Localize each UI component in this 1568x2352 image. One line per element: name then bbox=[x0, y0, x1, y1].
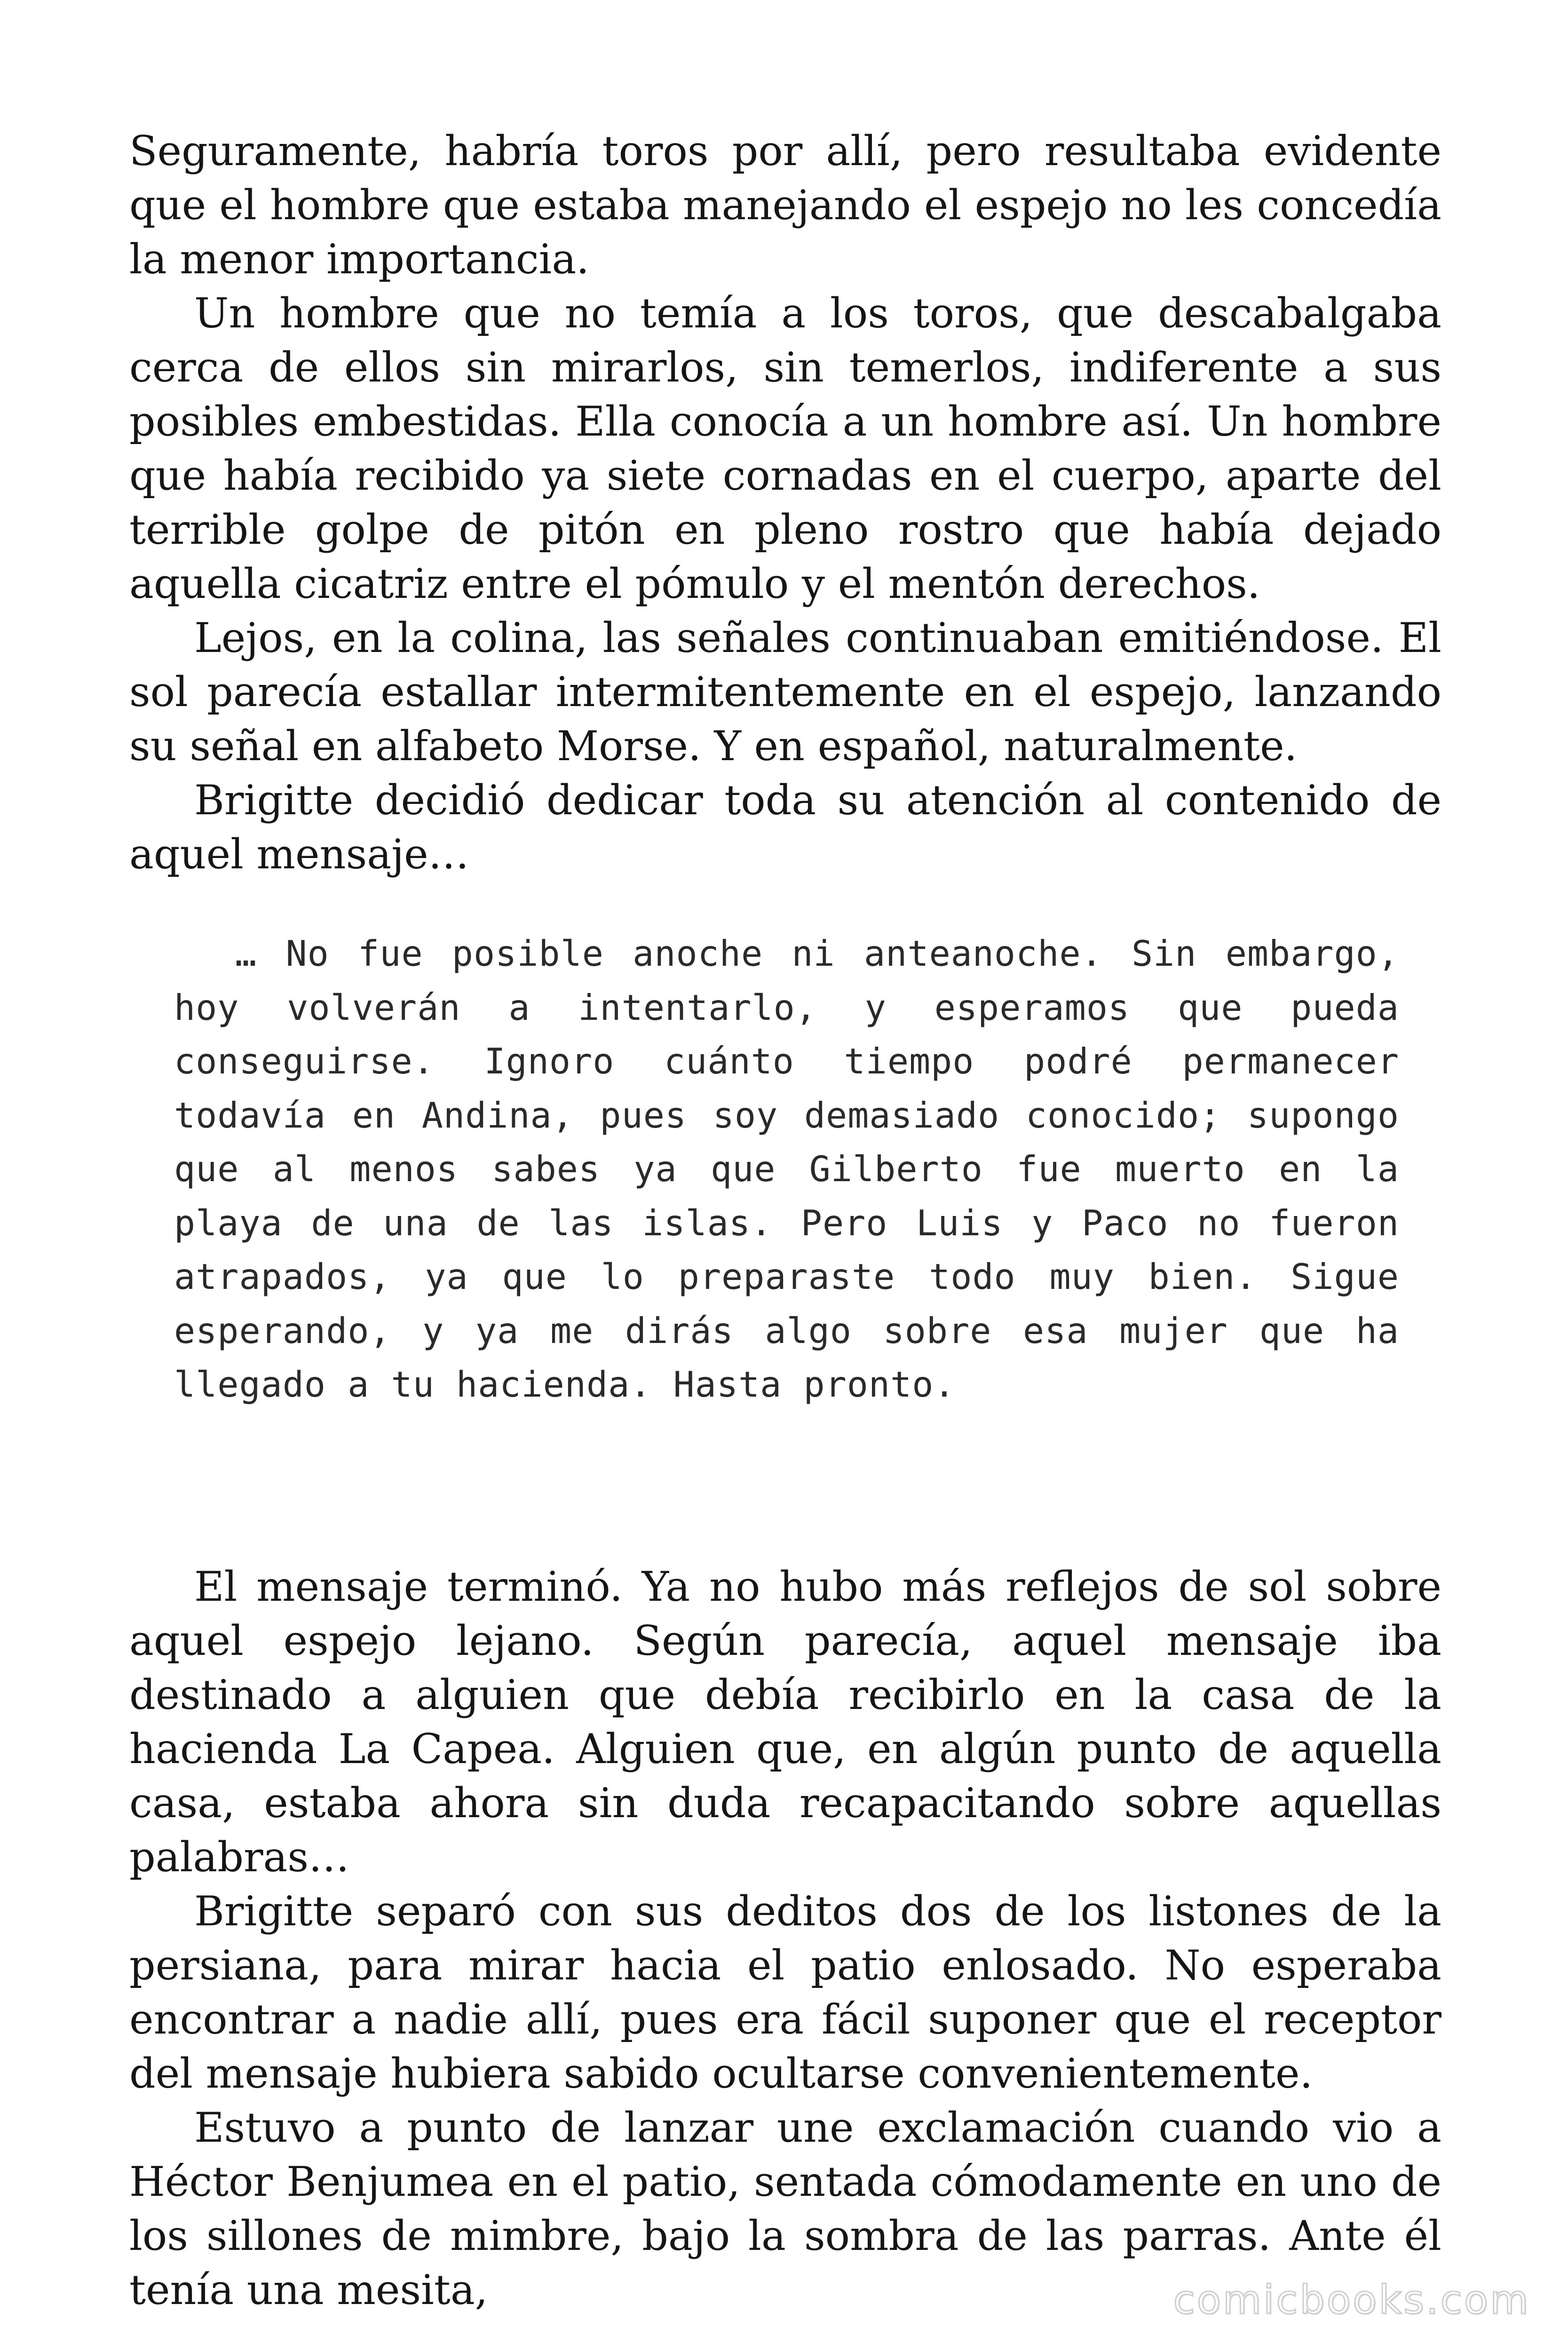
morse-message-block bbox=[174, 927, 1399, 1412]
text-block-top bbox=[129, 124, 1441, 882]
watermark: comicbooks.com bbox=[1173, 2277, 1530, 2323]
message-text: … No fue posible anoche ni anteanoche. Sin embargo, hoy volverán a intentarlo, y esperamos que pueda conseguirse. Ignoro cuánto tiempo podré permanecer todavía en Andina, pues soy demasiado conocido; supongo que al menos sabes ya que Gilberto fue muerto en la playa de una de las islas. Pero Luis y Paco no fueron atrapados, ya que lo preparaste todo muy bien. Sigue esperando, y ya me dirás algo sobre esa mujer que ha llegado a tu hacienda. Hasta pronto. bbox=[174, 933, 1399, 1405]
paragraph: El mensaje terminó. Ya no hubo más reflejos de sol sobre aquel espejo lejano. Según parecía, aquel mensaje iba destinado a alguien que debía recibirlo en la casa de la hacienda La Capea. Alguien que, en algún punto de aquella casa, estaba ahora sin duda recapacitando sobre aquellas palabras… bbox=[129, 1563, 1441, 1881]
paragraph: Brigitte separó con sus deditos dos de los listones de la persiana, para mirar hacia el patio enlosado. No esperaba encontrar a nadie allí, pues era fácil suponer que el receptor del mensaje hubiera sabido ocultarse convenientemente. bbox=[129, 1887, 1441, 2098]
paragraph: Lejos, en la colina, las señales continuaban emitiéndose. El sol parecía estallar intermitentemente en el espejo, lanzando su señal en alfabeto Morse. Y en español, naturalmente. bbox=[129, 614, 1441, 770]
paragraph: Un hombre que no temía a los toros, que descabalgaba cerca de ellos sin mirarlos, sin temerlos, indiferente a sus posibles embestidas. Ella conocía a un hombre así. Un hombre que había recibido ya siete cornadas en el cuerpo, aparte del terrible golpe de pitón en pleno rostro que había dejado aquella cicatriz entre el pómulo y el mentón derechos. bbox=[129, 289, 1441, 608]
paragraph: Seguramente, habría toros por allí, pero resultaba evidente que el hombre que estaba manejando el espejo no les concedía la menor importancia. bbox=[129, 127, 1441, 283]
paragraph: Estuvo a punto de lanzar une exclamación cuando vio a Héctor Benjumea en el patio, sentada cómodamente en uno de los sillones de mimbre, bajo la sombra de las parras. Ante él tenía una mesita, bbox=[129, 2104, 1441, 2314]
text-block-bottom bbox=[129, 1560, 1441, 2317]
paragraph: Brigitte decidió dedicar toda su atención al contenido de aquel mensaje… bbox=[129, 776, 1441, 878]
